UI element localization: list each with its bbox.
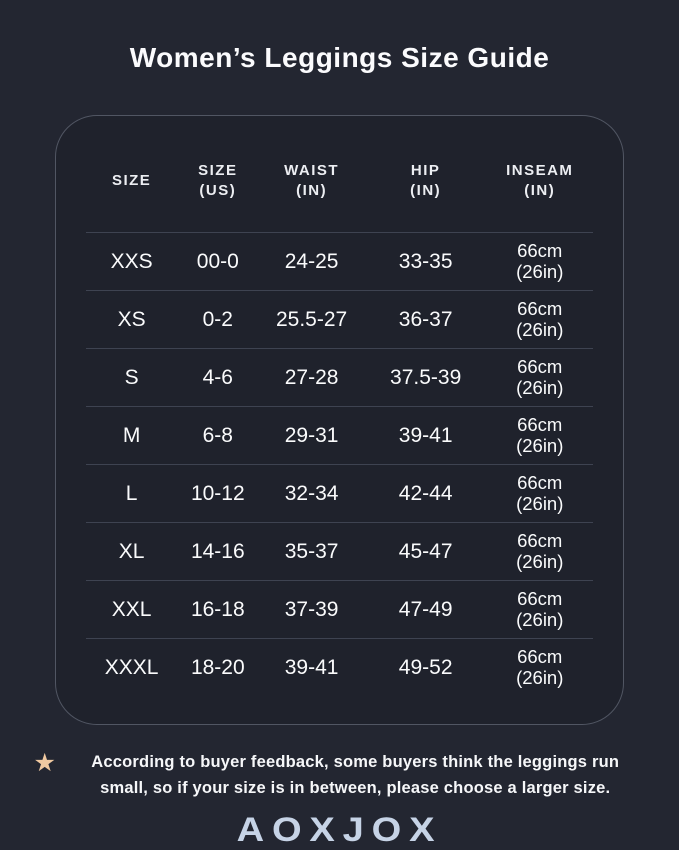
table-row <box>86 291 593 349</box>
size-cell: M <box>122 423 141 447</box>
table-row <box>86 523 593 581</box>
inseam-text: (26in) <box>516 260 564 282</box>
column-header-text: (US) <box>199 182 237 199</box>
inseam-cell <box>487 589 593 630</box>
us-cell: 18-20 <box>190 655 245 679</box>
inseam-text: 66cm <box>517 413 563 435</box>
column-header-text: SIZE <box>198 161 238 179</box>
inseam-text: (26in) <box>516 434 564 456</box>
size-cell: XL <box>118 539 145 563</box>
column-header-text: HIP <box>410 161 441 179</box>
waist-cell: 24-25 <box>284 249 339 273</box>
size-table-card <box>55 115 624 725</box>
table-row <box>86 639 593 696</box>
column-header <box>487 161 593 202</box>
size-cell: S <box>124 365 139 389</box>
fit-note <box>34 750 646 801</box>
size-cell: XS <box>117 307 146 331</box>
inseam-text: 66cm <box>517 471 563 493</box>
inseam-text: (26in) <box>516 376 564 398</box>
table-row <box>86 465 593 523</box>
hip-cell: 45-47 <box>398 539 453 563</box>
us-cell: 0-2 <box>202 307 233 331</box>
table-row <box>86 233 593 291</box>
inseam-text: (26in) <box>516 608 564 630</box>
inseam-text: 66cm <box>517 297 563 319</box>
us-cell: 00-0 <box>196 249 239 273</box>
inseam-text: (26in) <box>516 550 564 572</box>
inseam-text: 66cm <box>517 529 563 551</box>
inseam-cell <box>487 415 593 456</box>
hip-cell: 39-41 <box>398 423 453 447</box>
size-cell: L <box>125 481 138 505</box>
waist-cell: 37-39 <box>284 597 339 621</box>
hip-cell: 33-35 <box>398 249 453 273</box>
waist-cell: 39-41 <box>284 655 339 679</box>
us-cell: 14-16 <box>190 539 245 563</box>
inseam-cell <box>487 473 593 514</box>
column-header <box>365 161 487 202</box>
inseam-cell <box>487 299 593 340</box>
column-header-text: SIZE <box>111 171 152 189</box>
page-title: Women’s Leggings Size Guide <box>129 42 550 73</box>
inseam-text: (26in) <box>516 318 564 340</box>
waist-cell: 32-34 <box>284 481 339 505</box>
column-header-text: INSEAM <box>506 161 574 179</box>
waist-cell: 35-37 <box>284 539 339 563</box>
waist-cell: 25.5-27 <box>275 307 348 331</box>
hip-cell: 42-44 <box>398 481 453 505</box>
inseam-text: 66cm <box>517 645 563 667</box>
waist-cell: 27-28 <box>284 365 339 389</box>
us-cell: 16-18 <box>190 597 245 621</box>
us-cell: 4-6 <box>202 365 233 389</box>
table-body <box>86 233 593 696</box>
column-header-text: WAIST <box>284 161 340 179</box>
inseam-text: 66cm <box>517 355 563 377</box>
column-header <box>86 171 177 191</box>
inseam-cell <box>487 241 593 282</box>
us-cell: 10-12 <box>190 481 245 505</box>
waist-cell: 29-31 <box>284 423 339 447</box>
inseam-cell <box>487 647 593 688</box>
star-icon: ★ <box>33 749 56 777</box>
hip-cell: 47-49 <box>398 597 453 621</box>
column-header-text: (IN) <box>524 182 556 199</box>
column-header <box>258 161 364 202</box>
inseam-text: (26in) <box>516 492 564 514</box>
table-row <box>86 407 593 465</box>
column-header-text: (IN) <box>296 182 328 199</box>
hip-cell: 37.5-39 <box>390 365 462 389</box>
hip-cell: 36-37 <box>398 307 453 331</box>
size-cell: XXL <box>111 597 152 621</box>
size-cell: XXXL <box>104 655 159 679</box>
table-header-row <box>86 130 593 233</box>
column-header <box>177 161 258 202</box>
note-text: According to buyer feedback, some buyers think the leggings run small, so if your size is in between, please choose a larger size. <box>91 753 620 797</box>
inseam-cell <box>487 357 593 398</box>
inseam-cell <box>487 531 593 572</box>
inseam-text: 66cm <box>517 587 563 609</box>
table-row <box>86 349 593 407</box>
inseam-text: (26in) <box>516 666 564 688</box>
hip-cell: 49-52 <box>398 655 453 679</box>
table-row <box>86 581 593 639</box>
inseam-text: 66cm <box>517 239 563 261</box>
us-cell: 6-8 <box>202 423 233 447</box>
size-cell: XXS <box>110 249 153 273</box>
brand-logo: AOXJOX <box>236 811 443 850</box>
column-header-text: (IN) <box>410 182 442 199</box>
